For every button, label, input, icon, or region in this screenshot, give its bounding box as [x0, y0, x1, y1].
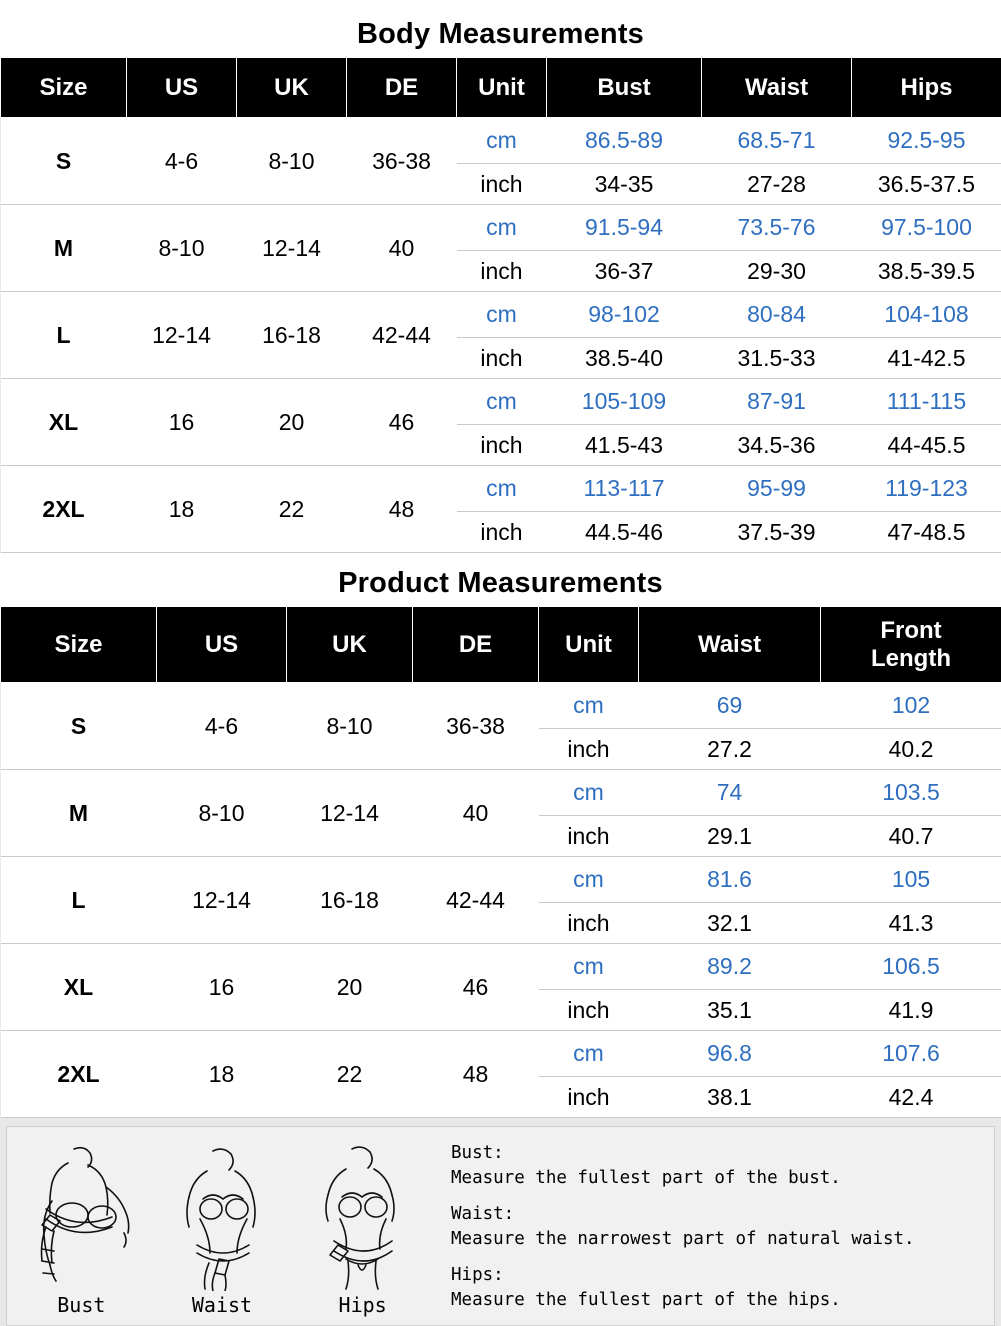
cell-waist-inch: 35.1: [639, 990, 821, 1031]
cell-waist-inch: 31.5-33: [702, 338, 852, 379]
cell-unit-inch: inch: [539, 903, 639, 944]
header-uk: UK: [237, 58, 347, 118]
cell-us: 18: [157, 1031, 287, 1118]
header-front-length-line2: Length: [871, 645, 951, 672]
cell-uk: 12-14: [237, 205, 347, 292]
cell-hips-cm: 92.5-95: [852, 118, 1001, 164]
cell-bust-inch: 36-37: [547, 251, 702, 292]
body-measurements-title: Body Measurements: [0, 18, 1001, 51]
cell-us: 4-6: [157, 683, 287, 770]
cell-waist-cm: 80-84: [702, 292, 852, 338]
cell-waist-inch: 37.5-39: [702, 512, 852, 553]
cell-bust-inch: 41.5-43: [547, 425, 702, 466]
header-unit: Unit: [539, 607, 639, 683]
cell-waist-cm: 87-91: [702, 379, 852, 425]
header-us: US: [127, 58, 237, 118]
cell-hips-inch: 36.5-37.5: [852, 164, 1001, 205]
cell-hips-inch: 38.5-39.5: [852, 251, 1001, 292]
cell-waist-inch: 27.2: [639, 729, 821, 770]
cell-bust-cm: 98-102: [547, 292, 702, 338]
cell-de: 48: [413, 1031, 539, 1118]
header-waist: Waist: [639, 607, 821, 683]
definition-desc-hips: Measure the fullest part of the hips.: [451, 1288, 986, 1313]
cell-uk: 20: [287, 944, 413, 1031]
cell-front-length-cm: 106.5: [821, 944, 1001, 990]
cell-unit-inch: inch: [457, 512, 547, 553]
header-size: Size: [1, 58, 127, 118]
cell-bust-inch: 34-35: [547, 164, 702, 205]
bust-figure: [16, 1141, 146, 1317]
cell-waist-cm: 69: [639, 683, 821, 729]
header-de: DE: [413, 607, 539, 683]
header-unit: Unit: [457, 58, 547, 118]
cell-uk: 16-18: [237, 292, 347, 379]
bust-measure-icon: [16, 1141, 146, 1291]
cell-waist-inch: 27-28: [702, 164, 852, 205]
cell-size: XL: [1, 379, 127, 466]
hips-figure-caption: Hips: [339, 1293, 387, 1317]
header-size: Size: [1, 607, 157, 683]
table-row: [1, 683, 1001, 729]
cell-uk: 22: [237, 466, 347, 553]
definition-desc-bust: Measure the fullest part of the bust.: [451, 1166, 986, 1191]
cell-bust-inch: 38.5-40: [547, 338, 702, 379]
cell-de: 46: [413, 944, 539, 1031]
cell-waist-inch: 34.5-36: [702, 425, 852, 466]
cell-uk: 8-10: [237, 118, 347, 205]
cell-unit-inch: inch: [539, 729, 639, 770]
cell-de: 40: [347, 205, 457, 292]
hips-figure: [298, 1141, 428, 1317]
cell-unit-cm: cm: [539, 683, 639, 729]
table-row: [1, 118, 1001, 164]
table-row: [1, 770, 1001, 816]
cell-front-length-cm: 105: [821, 857, 1001, 903]
cell-uk: 22: [287, 1031, 413, 1118]
cell-waist-cm: 73.5-76: [702, 205, 852, 251]
cell-waist-inch: 29.1: [639, 816, 821, 857]
header-waist: Waist: [702, 58, 852, 118]
cell-bust-inch: 44.5-46: [547, 512, 702, 553]
cell-us: 12-14: [127, 292, 237, 379]
header-us: US: [157, 607, 287, 683]
cell-us: 4-6: [127, 118, 237, 205]
header-de: DE: [347, 58, 457, 118]
bust-figure-caption: Bust: [57, 1293, 105, 1317]
definition-desc-waist: Measure the narrowest part of natural waist.: [451, 1227, 986, 1252]
cell-us: 8-10: [157, 770, 287, 857]
cell-de: 42-44: [347, 292, 457, 379]
cell-unit-cm: cm: [539, 857, 639, 903]
cell-unit-inch: inch: [539, 990, 639, 1031]
cell-unit-cm: cm: [539, 944, 639, 990]
cell-size: 2XL: [1, 1031, 157, 1118]
cell-size: S: [1, 118, 127, 205]
cell-hips-cm: 97.5-100: [852, 205, 1001, 251]
cell-front-length-inch: 40.7: [821, 816, 1001, 857]
cell-unit-cm: cm: [457, 205, 547, 251]
cell-size: XL: [1, 944, 157, 1031]
cell-hips-cm: 104-108: [852, 292, 1001, 338]
definition-term-waist: Waist:: [451, 1202, 986, 1227]
table-row: [1, 466, 1001, 512]
cell-uk: 12-14: [287, 770, 413, 857]
cell-de: 40: [413, 770, 539, 857]
cell-front-length-inch: 41.9: [821, 990, 1001, 1031]
cell-bust-cm: 113-117: [547, 466, 702, 512]
waist-figure: [157, 1141, 287, 1317]
cell-size: L: [1, 857, 157, 944]
header-front-length: [821, 607, 1001, 683]
product-measurements-panel: [0, 553, 1001, 606]
cell-bust-cm: 91.5-94: [547, 205, 702, 251]
cell-unit-inch: inch: [457, 251, 547, 292]
cell-front-length-cm: 107.6: [821, 1031, 1001, 1077]
cell-us: 8-10: [127, 205, 237, 292]
header-front-length-line1: Front: [880, 617, 941, 644]
table-row: [1, 944, 1001, 990]
table-row: [1, 379, 1001, 425]
cell-waist-inch: 38.1: [639, 1077, 821, 1118]
cell-unit-cm: cm: [539, 1031, 639, 1077]
cell-us: 16: [157, 944, 287, 1031]
cell-uk: 16-18: [287, 857, 413, 944]
cell-unit-inch: inch: [457, 164, 547, 205]
cell-hips-inch: 47-48.5: [852, 512, 1001, 553]
guide-definitions: [437, 1127, 994, 1325]
product-measurements-table: [0, 606, 1001, 1118]
cell-waist-cm: 74: [639, 770, 821, 816]
cell-us: 18: [127, 466, 237, 553]
cell-front-length-inch: 41.3: [821, 903, 1001, 944]
cell-de: 46: [347, 379, 457, 466]
guide-figures: [7, 1127, 437, 1325]
body-measurements-table: [0, 57, 1001, 553]
cell-hips-inch: 41-42.5: [852, 338, 1001, 379]
cell-de: 36-38: [413, 683, 539, 770]
cell-us: 16: [127, 379, 237, 466]
header-uk: UK: [287, 607, 413, 683]
cell-unit-cm: cm: [457, 466, 547, 512]
cell-uk: 20: [237, 379, 347, 466]
cell-unit-inch: inch: [539, 816, 639, 857]
waist-figure-caption: Waist: [192, 1293, 252, 1317]
cell-bust-cm: 105-109: [547, 379, 702, 425]
cell-de: 36-38: [347, 118, 457, 205]
cell-waist-cm: 81.6: [639, 857, 821, 903]
cell-unit-cm: cm: [457, 292, 547, 338]
body-measurements-panel: [0, 0, 1001, 57]
cell-front-length-inch: 40.2: [821, 729, 1001, 770]
table-header-row: [1, 607, 1001, 683]
header-bust: Bust: [547, 58, 702, 118]
cell-de: 48: [347, 466, 457, 553]
header-hips: Hips: [852, 58, 1001, 118]
cell-front-length-cm: 102: [821, 683, 1001, 729]
cell-size: S: [1, 683, 157, 770]
cell-us: 12-14: [157, 857, 287, 944]
cell-size: L: [1, 292, 127, 379]
cell-front-length-inch: 42.4: [821, 1077, 1001, 1118]
definition-term-hips: Hips:: [451, 1263, 986, 1288]
cell-waist-inch: 32.1: [639, 903, 821, 944]
definition-term-bust: Bust:: [451, 1141, 986, 1166]
cell-waist-inch: 29-30: [702, 251, 852, 292]
cell-front-length-cm: 103.5: [821, 770, 1001, 816]
hips-measure-icon: [298, 1141, 428, 1291]
cell-hips-inch: 44-45.5: [852, 425, 1001, 466]
table-header-row: [1, 58, 1001, 118]
product-measurements-title: Product Measurements: [0, 567, 1001, 600]
cell-unit-cm: cm: [539, 770, 639, 816]
cell-unit-inch: inch: [457, 425, 547, 466]
cell-waist-cm: 96.8: [639, 1031, 821, 1077]
cell-uk: 8-10: [287, 683, 413, 770]
cell-unit-inch: inch: [457, 338, 547, 379]
waist-measure-icon: [157, 1141, 287, 1291]
cell-unit-inch: inch: [539, 1077, 639, 1118]
cell-waist-cm: 68.5-71: [702, 118, 852, 164]
cell-de: 42-44: [413, 857, 539, 944]
cell-waist-cm: 89.2: [639, 944, 821, 990]
table-row: [1, 292, 1001, 338]
cell-hips-cm: 119-123: [852, 466, 1001, 512]
cell-hips-cm: 111-115: [852, 379, 1001, 425]
cell-unit-cm: cm: [457, 118, 547, 164]
cell-size: M: [1, 205, 127, 292]
table-row: [1, 857, 1001, 903]
table-row: [1, 205, 1001, 251]
cell-unit-cm: cm: [457, 379, 547, 425]
table-row: [1, 1031, 1001, 1077]
cell-size: 2XL: [1, 466, 127, 553]
cell-bust-cm: 86.5-89: [547, 118, 702, 164]
cell-size: M: [1, 770, 157, 857]
cell-waist-cm: 95-99: [702, 466, 852, 512]
measuring-guide-panel: [6, 1126, 995, 1326]
